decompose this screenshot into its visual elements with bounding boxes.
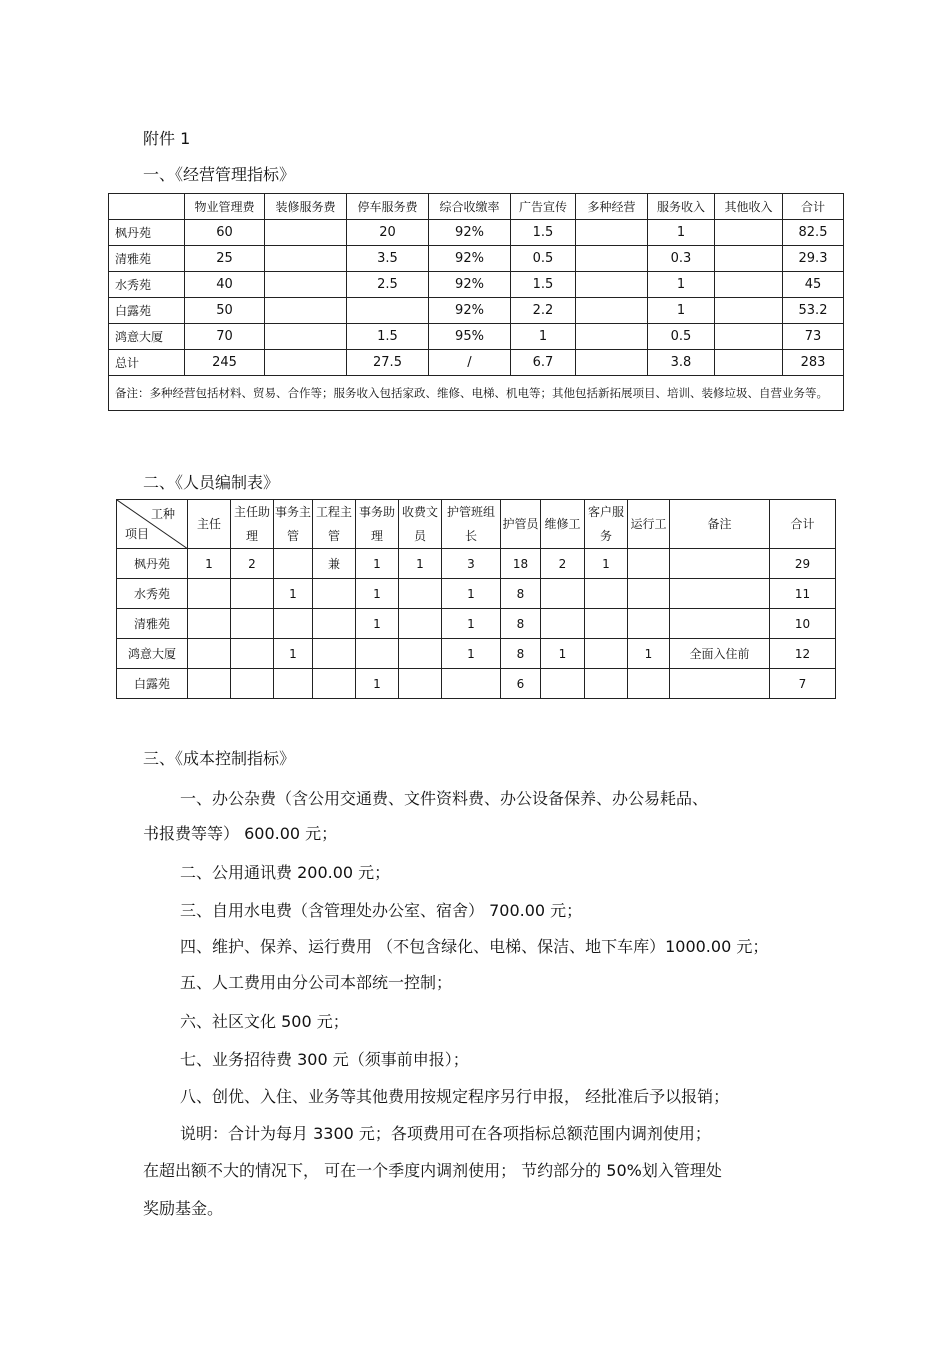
table1-cell: 283 [783, 350, 844, 376]
table1-row [109, 324, 844, 350]
table2-cell: 6 [501, 669, 541, 699]
table2-cell: 1 [442, 609, 501, 639]
table2-cell [628, 609, 670, 639]
table2-header-cell: 主任助理 [231, 500, 274, 549]
table2-cell [585, 669, 628, 699]
table2-header-cell: 维修工 [541, 500, 585, 549]
table1-row-name: 水秀苑 [109, 272, 185, 298]
table2-cell [628, 579, 670, 609]
table1-cell: 92% [429, 220, 511, 246]
table2-cell [585, 579, 628, 609]
table2-cell: 1 [442, 639, 501, 669]
table1-row [109, 350, 844, 376]
table2-cell [585, 639, 628, 669]
table2-cell: 12 [770, 639, 836, 669]
table2-header-cell: 收费文员 [399, 500, 442, 549]
table1-cell: 1.5 [347, 324, 429, 350]
table2-cell: 18 [501, 549, 541, 579]
table2-cell: 1 [356, 579, 399, 609]
table1-cell: 2.5 [347, 272, 429, 298]
table2-cell: 7 [770, 669, 836, 699]
table1-cell [265, 350, 347, 376]
table1-row [109, 220, 844, 246]
table1-cell: 50 [185, 298, 265, 324]
table2-cell [628, 549, 670, 579]
table1-cell [265, 272, 347, 298]
table1-cell [715, 246, 783, 272]
table2-cell: 1 [442, 579, 501, 609]
table1-cell: 2.2 [511, 298, 576, 324]
table2-cell [585, 609, 628, 639]
table1-cell: 45 [783, 272, 844, 298]
section3-title: 三、《成本控制指标》 [143, 749, 296, 768]
table2-cell: 3 [442, 549, 501, 579]
table1-cell [715, 350, 783, 376]
cost-note-line2: 在超出额不大的情况下， 可在一个季度内调剂使用； 节约部分的 50%划入管理处 [143, 1161, 722, 1180]
table2-row-name: 白露苑 [117, 669, 188, 699]
table2-cell: 1 [399, 549, 442, 579]
table2-cell [313, 639, 356, 669]
table2-cell [541, 609, 585, 639]
table2-cell [670, 669, 770, 699]
table2-row [117, 609, 836, 639]
table2-cell [313, 609, 356, 639]
table2-cell: 8 [501, 579, 541, 609]
table1-header-cell: 广告宣传 [511, 194, 576, 220]
table2-row-name: 枫丹苑 [117, 549, 188, 579]
cost-item-3: 三、自用水电费（含管理处办公室、宿舍） 700.00 元； [180, 901, 583, 920]
table1-cell [347, 298, 429, 324]
table2-cell [313, 669, 356, 699]
table1-cell: 1 [511, 324, 576, 350]
table2-cell [274, 609, 313, 639]
table2-cell [231, 579, 274, 609]
table2-header-cell: 主任 [188, 500, 231, 549]
table1-cell: 92% [429, 246, 511, 272]
table1-header-cell [109, 194, 185, 220]
table1-cell [265, 324, 347, 350]
cost-item-5: 五、人工费用由分公司本部统一控制； [180, 973, 453, 992]
table2-cell: 2 [231, 549, 274, 579]
table2-cell [399, 579, 442, 609]
table1-cell: 70 [185, 324, 265, 350]
table2-cell: 2 [541, 549, 585, 579]
table1-header-cell: 合计 [783, 194, 844, 220]
table2-header-cell: 运行工 [628, 500, 670, 549]
table2-cell [188, 639, 231, 669]
cost-item-7: 七、业务招待费 300 元（须事前申报）； [180, 1050, 469, 1069]
table2-cell [628, 669, 670, 699]
table1-cell: 1 [648, 272, 715, 298]
table2-cell [231, 669, 274, 699]
table1-note-row [109, 376, 844, 411]
corner-bottom-label: 项目 [125, 527, 150, 541]
table1-cell: 60 [185, 220, 265, 246]
table2-cell: 29 [770, 549, 836, 579]
table1-cell: 1 [648, 220, 715, 246]
table2-header-cell: 事务助理 [356, 500, 399, 549]
table2-header-cell: 备注 [670, 500, 770, 549]
table1-cell: 95% [429, 324, 511, 350]
table2-cell [442, 669, 501, 699]
table1-cell: 20 [347, 220, 429, 246]
table1-cell: / [429, 350, 511, 376]
table2-cell: 10 [770, 609, 836, 639]
table1-cell: 40 [185, 272, 265, 298]
table1-cell [576, 220, 648, 246]
table1-cell: 1.5 [511, 220, 576, 246]
table1-cell: 82.5 [783, 220, 844, 246]
table1-cell: 27.5 [347, 350, 429, 376]
table2-cell: 1 [188, 549, 231, 579]
table2-cell [188, 669, 231, 699]
table1-cell: 0.5 [511, 246, 576, 272]
table1-header-cell: 多种经营 [576, 194, 648, 220]
table1-header-cell: 其他收入 [715, 194, 783, 220]
table1-cell [715, 298, 783, 324]
table1-row-name: 鸿意大厦 [109, 324, 185, 350]
table2-row-name: 鸿意大厦 [117, 639, 188, 669]
table1-header-cell: 物业管理费 [185, 194, 265, 220]
table1-header-cell: 装修服务费 [265, 194, 347, 220]
table1-header-cell: 服务收入 [648, 194, 715, 220]
table2-header-cell: 事务主管 [274, 500, 313, 549]
table1-cell: 29.3 [783, 246, 844, 272]
table2-cell [274, 669, 313, 699]
table1-header-row [109, 194, 844, 220]
table1-row [109, 246, 844, 272]
attachment-label: 附件 1 [143, 129, 191, 148]
table1-cell: 6.7 [511, 350, 576, 376]
table1-cell: 92% [429, 272, 511, 298]
cost-item-4: 四、维护、保养、运行费用 （不包含绿化、电梯、保洁、地下车库）1000.00 元； [180, 937, 769, 956]
table2-header-cell: 客户服务 [585, 500, 628, 549]
table2-cell [231, 609, 274, 639]
table2-cell [670, 579, 770, 609]
table2-cell: 1 [274, 639, 313, 669]
table1-cell [576, 324, 648, 350]
table2-cell [188, 579, 231, 609]
table2-header-cell: 护管员 [501, 500, 541, 549]
section2-title: 二、《人员编制表》 [143, 473, 280, 492]
cost-item-1-line1: 一、办公杂费（含公用交通费、文件资料费、办公设备保养、办公易耗品、 [180, 789, 709, 808]
table1-cell [576, 350, 648, 376]
table2-cell [356, 639, 399, 669]
staffing-table [116, 499, 836, 699]
table2-cell [313, 579, 356, 609]
table2-cell [670, 549, 770, 579]
table2-row-name: 清雅苑 [117, 609, 188, 639]
table1-cell [576, 246, 648, 272]
table1-row-name: 清雅苑 [109, 246, 185, 272]
table1-cell [715, 272, 783, 298]
table2-cell [399, 609, 442, 639]
table1-cell [265, 246, 347, 272]
table1-cell: 0.5 [648, 324, 715, 350]
table1-cell [715, 220, 783, 246]
table2-cell: 8 [501, 609, 541, 639]
table2-row [117, 639, 836, 669]
cost-item-2: 二、公用通讯费 200.00 元； [180, 863, 391, 882]
table1-row-name: 白露苑 [109, 298, 185, 324]
table2-cell: 8 [501, 639, 541, 669]
table1-note: 备注：多种经营包括材料、贸易、合作等；服务收入包括家政、维修、电梯、机电等；其他包括新拓展项目、培训、装修垃圾、自营业务等。 [109, 376, 844, 411]
table2-cell: 11 [770, 579, 836, 609]
table1-cell: 1 [648, 298, 715, 324]
table1-cell [265, 298, 347, 324]
table2-cell [541, 579, 585, 609]
table2-cell: 兼 [313, 549, 356, 579]
table1-row-name: 枫丹苑 [109, 220, 185, 246]
table2-header-row [117, 500, 836, 549]
table1-cell: 3.5 [347, 246, 429, 272]
cost-item-6: 六、社区文化 500 元； [180, 1012, 349, 1031]
table2-cell [231, 639, 274, 669]
table1-cell: 0.3 [648, 246, 715, 272]
table2-cell [541, 669, 585, 699]
table1-cell: 3.8 [648, 350, 715, 376]
table2-cell: 1 [585, 549, 628, 579]
cost-item-1-line2: 书报费等等） 600.00 元； [143, 824, 338, 843]
table2-cell [399, 639, 442, 669]
table1-cell: 73 [783, 324, 844, 350]
table1-cell: 25 [185, 246, 265, 272]
table1-cell: 53.2 [783, 298, 844, 324]
table1-cell: 1.5 [511, 272, 576, 298]
business-indicators-table [108, 193, 844, 411]
table2-row [117, 669, 836, 699]
table2-corner-cell [117, 500, 188, 549]
table1-cell: 92% [429, 298, 511, 324]
table1-header-cell: 停车服务费 [347, 194, 429, 220]
table1-row [109, 298, 844, 324]
table2-cell: 全面入住前 [670, 639, 770, 669]
section1-title: 一、《经营管理指标》 [143, 165, 296, 184]
table2-cell [399, 669, 442, 699]
table2-cell: 1 [356, 609, 399, 639]
cost-note-line1: 说明：合计为每月 3300 元；各项费用可在各项指标总额范围内调剂使用； [180, 1124, 711, 1143]
table2-header-cell: 护管班组长 [442, 500, 501, 549]
table2-cell: 1 [541, 639, 585, 669]
table2-row [117, 579, 836, 609]
table2-cell: 1 [356, 669, 399, 699]
table1-row [109, 272, 844, 298]
table2-cell [188, 609, 231, 639]
table1-cell: 245 [185, 350, 265, 376]
table2-cell [670, 609, 770, 639]
corner-top-label: 工种 [150, 507, 175, 521]
table1-header-cell: 综合收缴率 [429, 194, 511, 220]
table1-cell [715, 324, 783, 350]
cost-note-line3: 奖励基金。 [143, 1199, 224, 1218]
table2-cell: 1 [274, 579, 313, 609]
table2-row-name: 水秀苑 [117, 579, 188, 609]
table2-cell [274, 549, 313, 579]
table1-row-name: 总计 [109, 350, 185, 376]
table1-cell [576, 272, 648, 298]
table1-cell [576, 298, 648, 324]
table2-cell: 1 [628, 639, 670, 669]
table2-header-cell: 合计 [770, 500, 836, 549]
table1-cell [265, 220, 347, 246]
table2-row [117, 549, 836, 579]
table2-header-cell: 工程主管 [313, 500, 356, 549]
table2-cell: 1 [356, 549, 399, 579]
cost-item-8: 八、创优、入住、业务等其他费用按规定程序另行申报， 经批准后予以报销； [180, 1087, 730, 1106]
